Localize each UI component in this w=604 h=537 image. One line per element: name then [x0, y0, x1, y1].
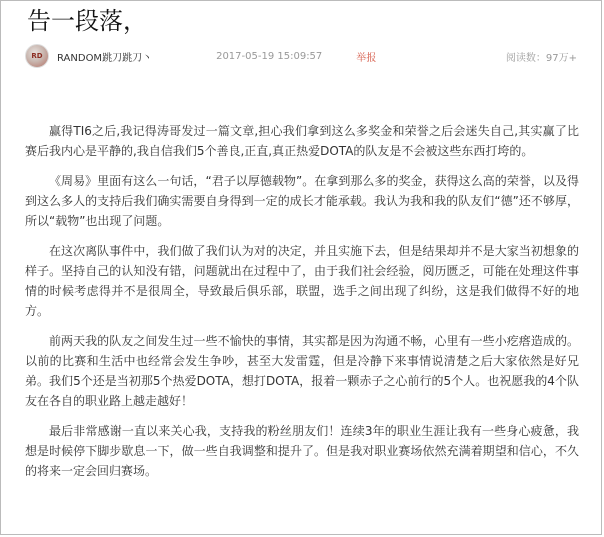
publish-date: 2017-05-19 15:09:57 [216, 50, 323, 62]
paragraph: 赢得TI6之后,我记得涛哥发过一篇文章,担心我们拿到这么多奖金和荣誉之后会迷失自己,其实赢了比赛后我内心是平静的,我自信我们5个善良,正直,真正热爱DOTA的队友是不会被这些东西打垮的。 [25, 124, 579, 158]
read-count: 阅读数：97万+ [505, 52, 577, 64]
avatar-icon[interactable]: RD [25, 44, 49, 68]
report-link[interactable]: 举报 [356, 52, 377, 64]
article-meta-bar [25, 41, 577, 71]
article-title: 告一段落， [27, 7, 147, 35]
author-name[interactable]: RANDOM跳刀跳刀丶 [57, 52, 153, 64]
paragraph: 最后非常感谢一直以来关心我，支持我的粉丝朋友们！连续3年的职业生涯让我有一些身心疲惫，我想是时候停下脚步歇息一下，做一些自我调整和提升了。但是我对职业赛场依然充满着期望和信心，不久的将来一定会回归赛场。 [25, 424, 579, 478]
paragraph: 《周易》里面有这么一句话，“君子以厚德载物”。在拿到那么多的奖金，获得这么高的荣誉，以及得到这么多人的支持后我们确实需要自身得到一定的成长才能承载。我认为我和我的队友们“德”还不够厚，所以“载物”也出现了问题。 [25, 174, 580, 228]
article-body [25, 121, 579, 491]
paragraph: 在这次离队事件中，我们做了我们认为对的决定，并且实施下去，但是结果却并不是大家当初想象的样子。坚持自己的认知没有错，问题就出在过程中了，由于我们社会经验，阅历匮乏，可能在处理这件事情的时候考虑得并不是很周全，导致最后俱乐部，联盟，选手之间出现了纠纷，这是我们做得不好的地方。 [25, 244, 579, 318]
paragraph: 前两天我的队友之间发生过一些不愉快的事情，其实都是因为沟通不畅，心里有一些小疙瘩造成的。以前的比赛和生活中也经常会发生争吵，甚至大发雷霆，但是冷静下来事情说清楚之后大家依然是好兄弟。我们5个还是当初那5个热爱DOTA，想打DOTA，报着一颗赤子之心前行的5个人。也祝愿我的4个队友在各自的职业路上越走越好！ [25, 334, 579, 408]
